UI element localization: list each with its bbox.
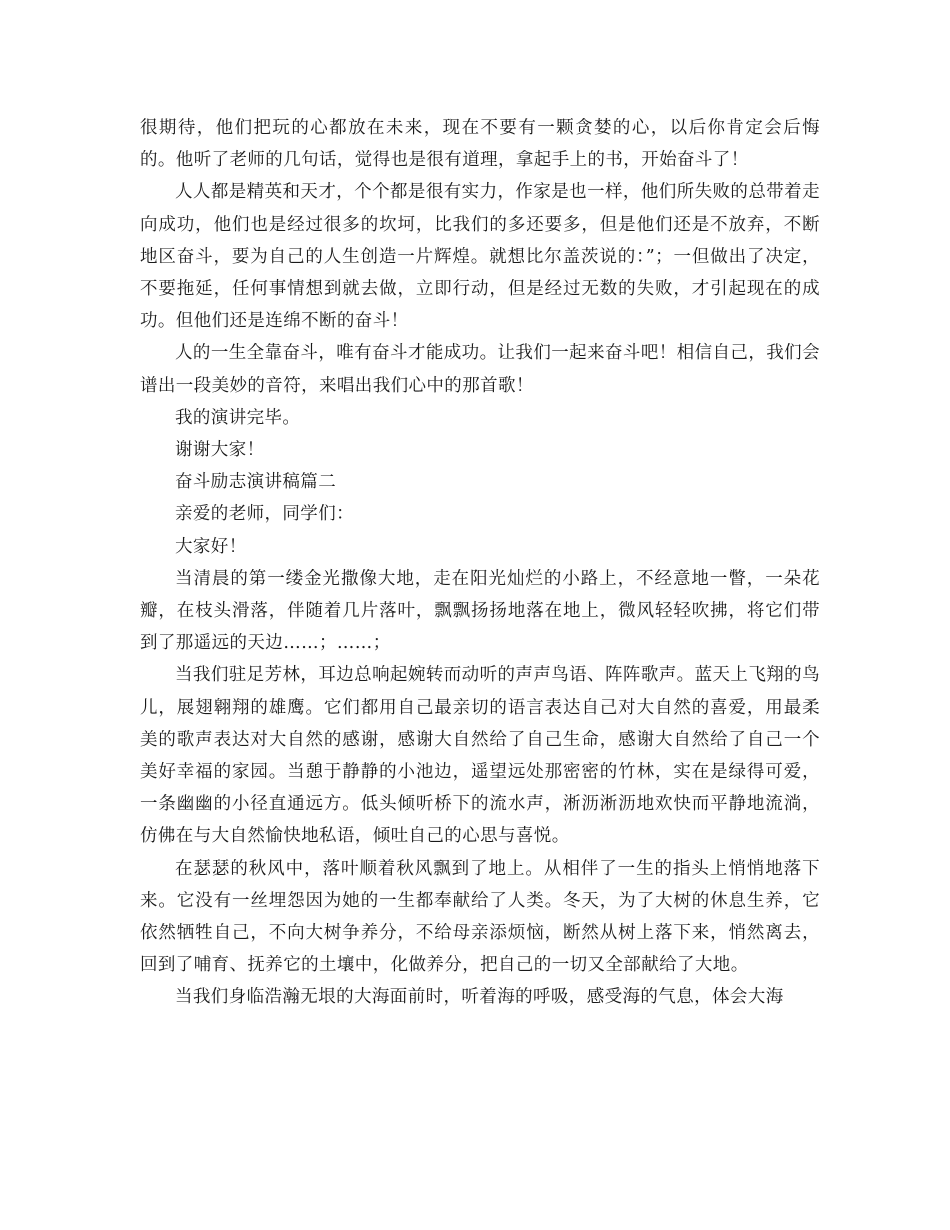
paragraph-1: 很期待，他们把玩的心都放在未来，现在不要有一颗贪婪的心，以后你肯定会后悔的。他听了老师的几句话，觉得也是很有道理，拿起手上的书，开始奋斗了！ (140, 118, 820, 171)
greeting: 大家好！ (175, 536, 247, 557)
section-heading: 奋斗励志演讲稿篇二 (175, 472, 337, 493)
paragraph-4: 我的演讲完毕。 (175, 407, 301, 428)
paragraph-9: 当清晨的第一缕金光撒像大地，走在阳光灿烂的小路上，不经意地一瞥，一朵花瓣，在枝头滑落，伴随着几片落叶，飘飘扬扬地落在地上，微风轻轻吹拂，将它们带到了那遥远的天边……；……； (140, 568, 820, 654)
paragraph-3: 人的一生全靠奋斗，唯有奋斗才能成功。让我们一起来奋斗吧！相信自己，我们会谱出一段美妙的音符，来唱出我们心中的那首歌！ (140, 343, 820, 396)
salutation: 亲爱的老师，同学们： (175, 504, 354, 525)
paragraph-12: 当我们身临浩瀚无垠的大海面前时，听着海的呼吸，感受海的气息，体会大海 (175, 987, 784, 1008)
paragraph-10: 当我们驻足芳林，耳边总响起婉转而动听的声声鸟语、阵阵歌声。蓝天上飞翔的鸟儿，展翅翱翔的雄鹰。它们都用自己最亲切的语言表达自己对大自然的喜爱，用最柔美的歌声表达对大自然的感谢，感谢大自然给了自己生命，感谢大自然给了自己一个美好幸福的家园。当憩于静静的小池边，遥望远处那密密的竹林，实在是绿得可爱，一条幽幽的小径直通远方。低头倾听桥下的流水声，淅沥淅沥地欢快而平静地流淌，仿佛在与大自然愉快地私语，倾吐自己的心思与喜悦。 (140, 665, 820, 847)
paragraph-5: 谢谢大家！ (175, 440, 265, 461)
paragraph-11: 在瑟瑟的秋风中，落叶顺着秋风飘到了地上。从相伴了一生的指头上悄悄地落下来。它没有一丝埋怨因为她的一生都奉献给了人类。冬天，为了大树的休息生养，它依然牺牲自己，不向大树争养分，不给母亲添烦恼，断然从树上落下来，悄然离去，回到了哺育、抚养它的土壤中，化做养分，把自己的一切又全部献给了大地。 (140, 858, 820, 976)
paragraph-2: 人人都是精英和天才，个个都是很有实力，作家是也一样，他们所失败的总带着走向成功，他们也是经过很多的坎坷，比我们的多还要多，但是他们还是不放弃，不断地区奋斗，要为自己的人生创造一片辉煌。就想比尔盖茨说的：”；一但做出了决定，不要拖延，任何事情想到就去做，立即行动，但是经过无数的失败，才引起现在的成功。但他们还是连绵不断的奋斗！ (140, 182, 820, 332)
document-body (140, 112, 820, 1014)
